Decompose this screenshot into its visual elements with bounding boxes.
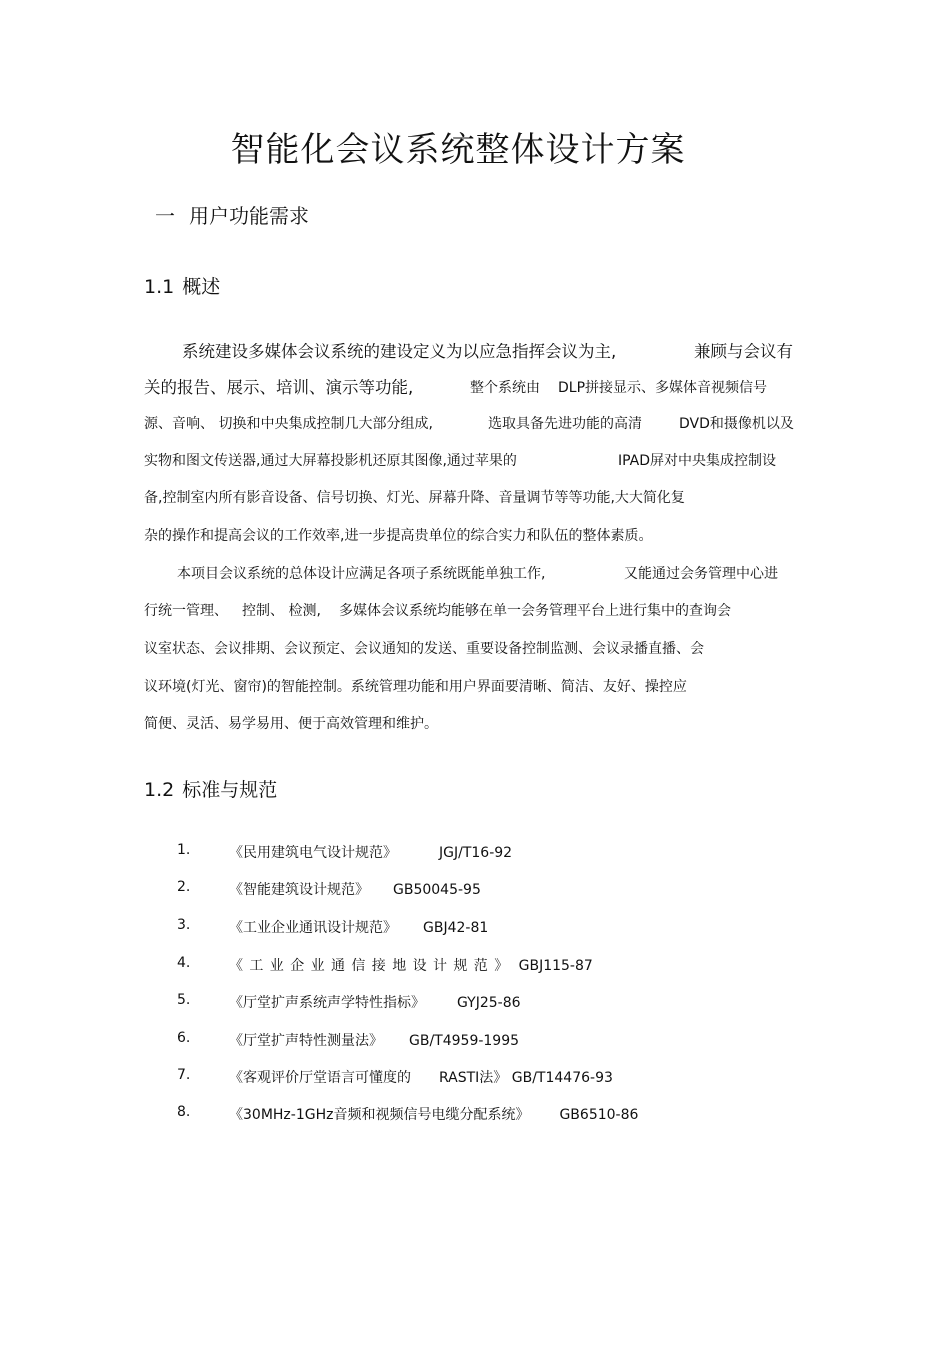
list-item-number: 6. bbox=[177, 1030, 191, 1046]
standard-code: GBJ42-81 bbox=[423, 920, 489, 936]
standard-title: 《厅堂扩声特性测量法》 bbox=[229, 1033, 383, 1049]
standard-title: 《客观评价厅堂语言可懂度的 bbox=[229, 1070, 411, 1086]
subsection-heading-standards bbox=[144, 775, 277, 802]
subsection-number: 1.2 bbox=[144, 779, 175, 801]
section-heading-user-requirements bbox=[155, 200, 309, 229]
standard-title: 《智能建筑设计规范》 bbox=[229, 882, 369, 898]
list-item bbox=[229, 879, 481, 899]
standard-code: GB50045-95 bbox=[393, 882, 481, 898]
paragraph-line bbox=[0, 374, 950, 398]
text-segment: 又能通过会务管理中心进 bbox=[624, 566, 778, 582]
paragraph-line: 杂的操作和提高会议的工作效率,进一步提高贵单位的综合实力和队伍的整体素质。 bbox=[144, 528, 653, 544]
text-segment: 多媒体会议系统均能够在单一会务管理平台上进行集中的查询会 bbox=[339, 603, 731, 619]
standard-title: 《工业企业通讯设计规范》 bbox=[229, 920, 397, 936]
subsection-heading-overview bbox=[144, 272, 220, 299]
list-item-number: 2. bbox=[177, 879, 191, 895]
standard-code: RASTI法》 GB/T14476-93 bbox=[439, 1070, 613, 1086]
text-segment: 选取具备先进功能的高清 bbox=[488, 416, 642, 432]
paragraph-line bbox=[0, 338, 950, 360]
text-segment: 行统一管理、 bbox=[144, 603, 228, 619]
list-item bbox=[229, 1067, 613, 1087]
paragraph-line: 议室状态、会议排期、会议预定、会议通知的发送、重要设备控制监测、会议录播直播、会 bbox=[144, 641, 704, 657]
list-item bbox=[229, 1030, 519, 1050]
paragraph-line bbox=[0, 413, 950, 433]
text-segment: 兼顾与会议有 bbox=[694, 342, 793, 361]
paragraph-line bbox=[0, 563, 950, 583]
list-item bbox=[229, 955, 593, 975]
subsection-label: 概述 bbox=[182, 276, 221, 298]
text-segment: 控制、 检测, bbox=[242, 603, 321, 619]
text-segment: DLP拼接显示、多媒体音视频信号 bbox=[558, 380, 768, 396]
standard-code: JGJ/T16-92 bbox=[439, 845, 513, 861]
list-item bbox=[229, 992, 521, 1012]
list-item bbox=[229, 1104, 638, 1124]
text-segment: 系统建设多媒体会议系统的建设定义为以应急指挥会议为主, bbox=[182, 342, 617, 361]
document-title: 智能化会议系统整体设计方案 bbox=[230, 130, 686, 170]
paragraph-line bbox=[0, 600, 950, 620]
paragraph-line: 议环境(灯光、窗帘)的智能控制。系统管理功能和用户界面要清晰、简洁、友好、操控应 bbox=[144, 679, 687, 695]
standard-title: 《厅堂扩声系统声学特性指标》 bbox=[229, 995, 425, 1011]
text-segment: 关的报告、展示、培训、演示等功能, bbox=[144, 378, 414, 397]
standard-title: 《工业企业通信接地设计规范》 bbox=[229, 958, 515, 974]
standard-code: GYJ25-86 bbox=[457, 995, 521, 1011]
text-segment: IPAD屏对中央集成控制设 bbox=[618, 453, 777, 469]
standard-code: GB/T4959-1995 bbox=[409, 1033, 520, 1049]
text-segment: 整个系统由 bbox=[470, 380, 540, 396]
list-item-number: 3. bbox=[177, 917, 191, 933]
list-item-number: 8. bbox=[177, 1104, 191, 1120]
text-segment: 实物和图文传送器,通过大屏幕投影机还原其图像,通过苹果的 bbox=[144, 453, 517, 469]
list-item-number: 4. bbox=[177, 955, 191, 971]
section-number: 一 bbox=[155, 204, 175, 228]
list-item-number: 5. bbox=[177, 992, 191, 1008]
section-label: 用户功能需求 bbox=[189, 204, 309, 228]
list-item-number: 7. bbox=[177, 1067, 191, 1083]
subsection-number: 1.1 bbox=[144, 276, 175, 298]
standard-title: 《30MHz-1GHz音频和视频信号电缆分配系统》 bbox=[229, 1107, 530, 1123]
subsection-label: 标准与规范 bbox=[182, 779, 278, 801]
paragraph-line: 简便、灵活、易学易用、便于高效管理和维护。 bbox=[144, 716, 438, 732]
paragraph-line: 备,控制室内所有影音设备、信号切换、灯光、屏幕升降、音量调节等等功能,大大简化复 bbox=[144, 490, 685, 506]
standard-code: GB6510-86 bbox=[559, 1107, 639, 1123]
list-item-number: 1. bbox=[177, 842, 191, 858]
standard-title: 《民用建筑电气设计规范》 bbox=[229, 845, 397, 861]
list-item bbox=[229, 917, 488, 937]
text-segment: 源、音响、 切换和中央集成控制几大部分组成, bbox=[144, 416, 433, 432]
standard-code: GBJ115-87 bbox=[518, 958, 593, 974]
paragraph-line bbox=[0, 450, 950, 470]
text-segment: 本项目会议系统的总体设计应满足各项子系统既能单独工作, bbox=[177, 566, 546, 582]
text-segment: DVD和摄像机以及 bbox=[679, 416, 794, 432]
list-item bbox=[229, 842, 512, 862]
